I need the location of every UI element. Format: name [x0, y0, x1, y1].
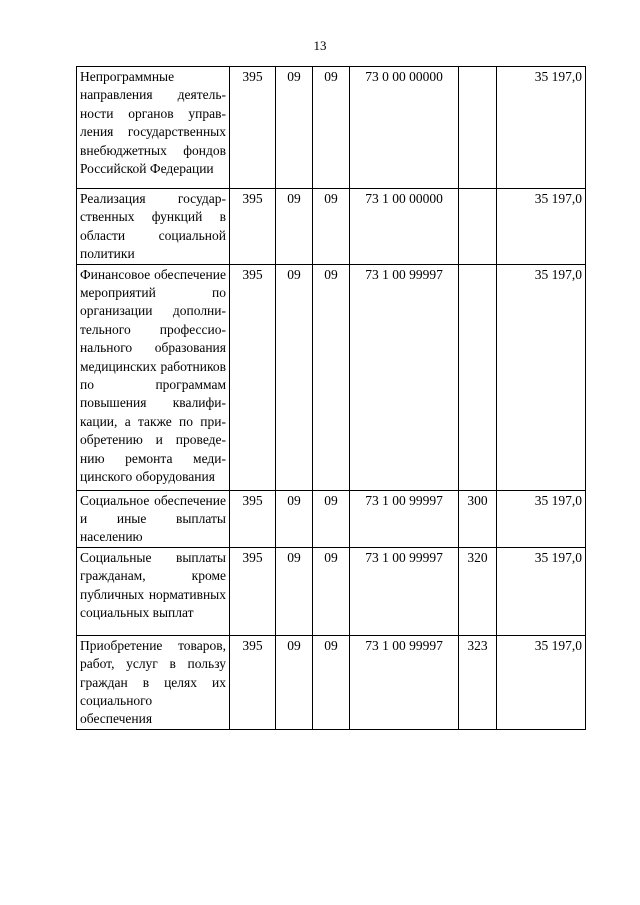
- row-name-cell: Непрограммные направления деятельности органов управления государственных внебюджетных фондов Российской Федерации: [77, 67, 230, 189]
- row-vr-cell: [459, 189, 497, 265]
- row-gr-cell: 395: [230, 189, 276, 265]
- row-pr-cell: 09: [313, 547, 350, 635]
- row-csr-cell: 73 1 00 00000: [350, 189, 459, 265]
- row-rz-cell: 09: [276, 547, 313, 635]
- budget-table: [76, 66, 586, 730]
- row-gr-cell: 395: [230, 67, 276, 189]
- row-csr-cell: 73 0 00 00000: [350, 67, 459, 189]
- row-name-cell: Финансовое обеспечение мероприятий по организации дополнительного профессионального образования медицинских работников по программам повышения квалификации, а также по приобретению и проведению ремонта медицинского оборудования: [77, 264, 230, 490]
- page-number: 13: [313, 38, 327, 53]
- row-amount-cell: 35 197,0: [497, 189, 586, 265]
- row-vr-cell: 320: [459, 547, 497, 635]
- table-row: [77, 547, 586, 635]
- row-rz-cell: 09: [276, 490, 313, 547]
- row-vr-cell: [459, 67, 497, 189]
- row-amount-cell: 35 197,0: [497, 264, 586, 490]
- row-gr-cell: 395: [230, 547, 276, 635]
- row-rz-cell: 09: [276, 67, 313, 189]
- row-rz-cell: 09: [276, 189, 313, 265]
- row-vr-cell: [459, 264, 497, 490]
- row-name-cell: Социальные выплаты гражданам, кроме публичных нормативных социальных выплат: [77, 547, 230, 635]
- row-csr-cell: 73 1 00 99997: [350, 547, 459, 635]
- row-name-cell: Реализация государственных функций в области социальной политики: [77, 189, 230, 265]
- row-name-cell: Социальное обеспечение и иные выплаты населению: [77, 490, 230, 547]
- row-amount-cell: 35 197,0: [497, 490, 586, 547]
- row-csr-cell: 73 1 00 99997: [350, 264, 459, 490]
- row-rz-cell: 09: [276, 635, 313, 729]
- row-name-cell: Приобретение товаров, работ, услуг в пользу граждан в целях их социального обеспечения: [77, 635, 230, 729]
- table-row: [77, 490, 586, 547]
- row-pr-cell: 09: [313, 264, 350, 490]
- table-row: [77, 264, 586, 490]
- table-row: [77, 189, 586, 265]
- row-pr-cell: 09: [313, 67, 350, 189]
- row-pr-cell: 09: [313, 635, 350, 729]
- row-gr-cell: 395: [230, 264, 276, 490]
- row-gr-cell: 395: [230, 635, 276, 729]
- row-csr-cell: 73 1 00 99997: [350, 635, 459, 729]
- row-gr-cell: 395: [230, 490, 276, 547]
- row-amount-cell: 35 197,0: [497, 635, 586, 729]
- row-amount-cell: 35 197,0: [497, 67, 586, 189]
- row-amount-cell: 35 197,0: [497, 547, 586, 635]
- row-vr-cell: 300: [459, 490, 497, 547]
- row-csr-cell: 73 1 00 99997: [350, 490, 459, 547]
- row-pr-cell: 09: [313, 490, 350, 547]
- table-row: [77, 635, 586, 729]
- row-vr-cell: 323: [459, 635, 497, 729]
- row-pr-cell: 09: [313, 189, 350, 265]
- table-row: [77, 67, 586, 189]
- row-rz-cell: 09: [276, 264, 313, 490]
